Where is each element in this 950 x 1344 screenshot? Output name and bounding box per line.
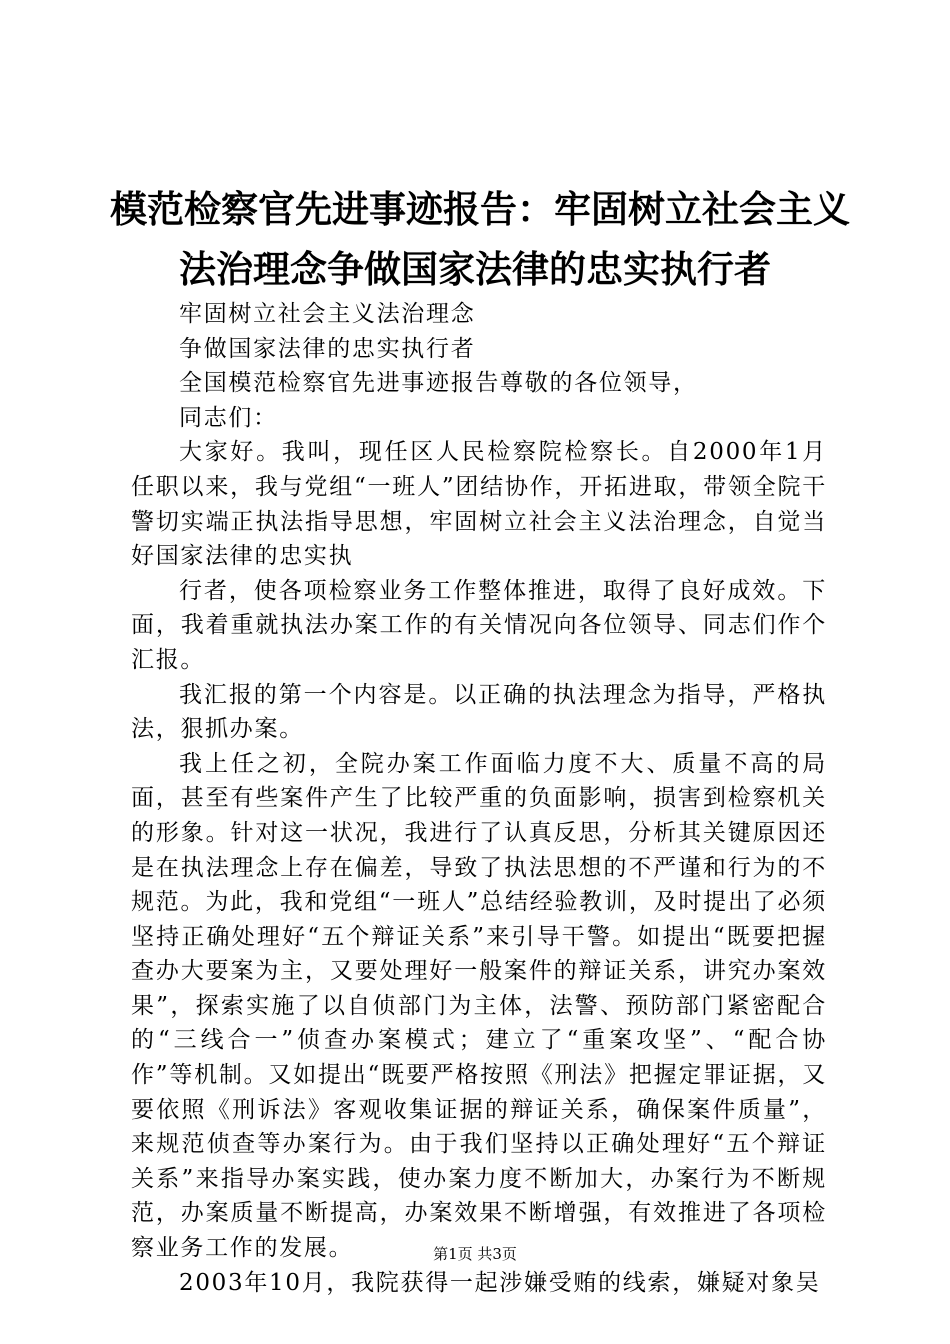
paragraph: 同志们：	[179, 404, 278, 431]
paragraph: 我汇报的第一个内容是。以正确的执法理念为指导，严格执法，狠抓办案。	[131, 681, 827, 743]
paragraph: 全国模范检察官先进事迹报告尊敬的各位领导，	[179, 370, 698, 397]
paragraph: 行者，使各项检察业务工作整体推进，取得了良好成效。下面，我着重就执法办案工作的有关情况向各位领导、同志们作个汇报。	[131, 577, 827, 673]
paragraph: 我上任之初，全院办案工作面临力度不大、质量不高的局面，甚至有些案件产生了比较严重的负面影响，损害到检察机关的形象。针对这一状况，我进行了认真反思，分析其关键原因还是在执法理念上存在偏差，导致了执法思想的不严谨和行为的不规范。为此，我和党组“一班人”总结经验教训，及时提出了必须坚持正确处理好“五个辩证关系”来引导干警。如提出“既要把握查办大要案为主，又要处理好一般案件的辩证关系，讲究办案效果”，探索实施了以自侦部门为主体，法警、预防部门紧密配合的“三线合一”侦查办案模式；建立了“重案攻坚”、“配合协作”等机制。又如提出“既要严格按照《刑法》把握定罪证据，又要依照《刑诉法》客观收集证据的辩证关系，确保案件质量”，来规范侦查等办案行为。由于我们坚持以正确处理好“五个辩证关系”来指导办案实践，使办案力度不断加大，办案行为不断规范，办案质量不断提高，办案效果不断增强，有效推进了各项检察业务工作的发展。	[131, 750, 827, 1262]
paragraph: 大家好。我叫，现任区人民检察院检察长。自2000年1月任职以来，我与党组“一班人”团结协作，开拓进取，带领全院干警切实端正执法指导思想，牢固树立社会主义法治理念，自觉当好国家法律的忠实执	[131, 439, 827, 570]
document-title-line-1: 模范检察官先进事迹报告：牢固树立社会主义	[110, 188, 850, 231]
page-footer: 第1页 共3页	[433, 1245, 517, 1263]
document-body	[131, 297, 827, 1300]
document-title-line-2: 法治理念争做国家法律的忠实执行者	[179, 248, 771, 291]
paragraph: 争做国家法律的忠实执行者	[179, 335, 476, 362]
paragraph: 2003年10月，我院获得一起涉嫌受贿的线索，嫌疑对象吴	[179, 1269, 821, 1296]
paragraph: 牢固树立社会主义法治理念	[179, 301, 476, 327]
